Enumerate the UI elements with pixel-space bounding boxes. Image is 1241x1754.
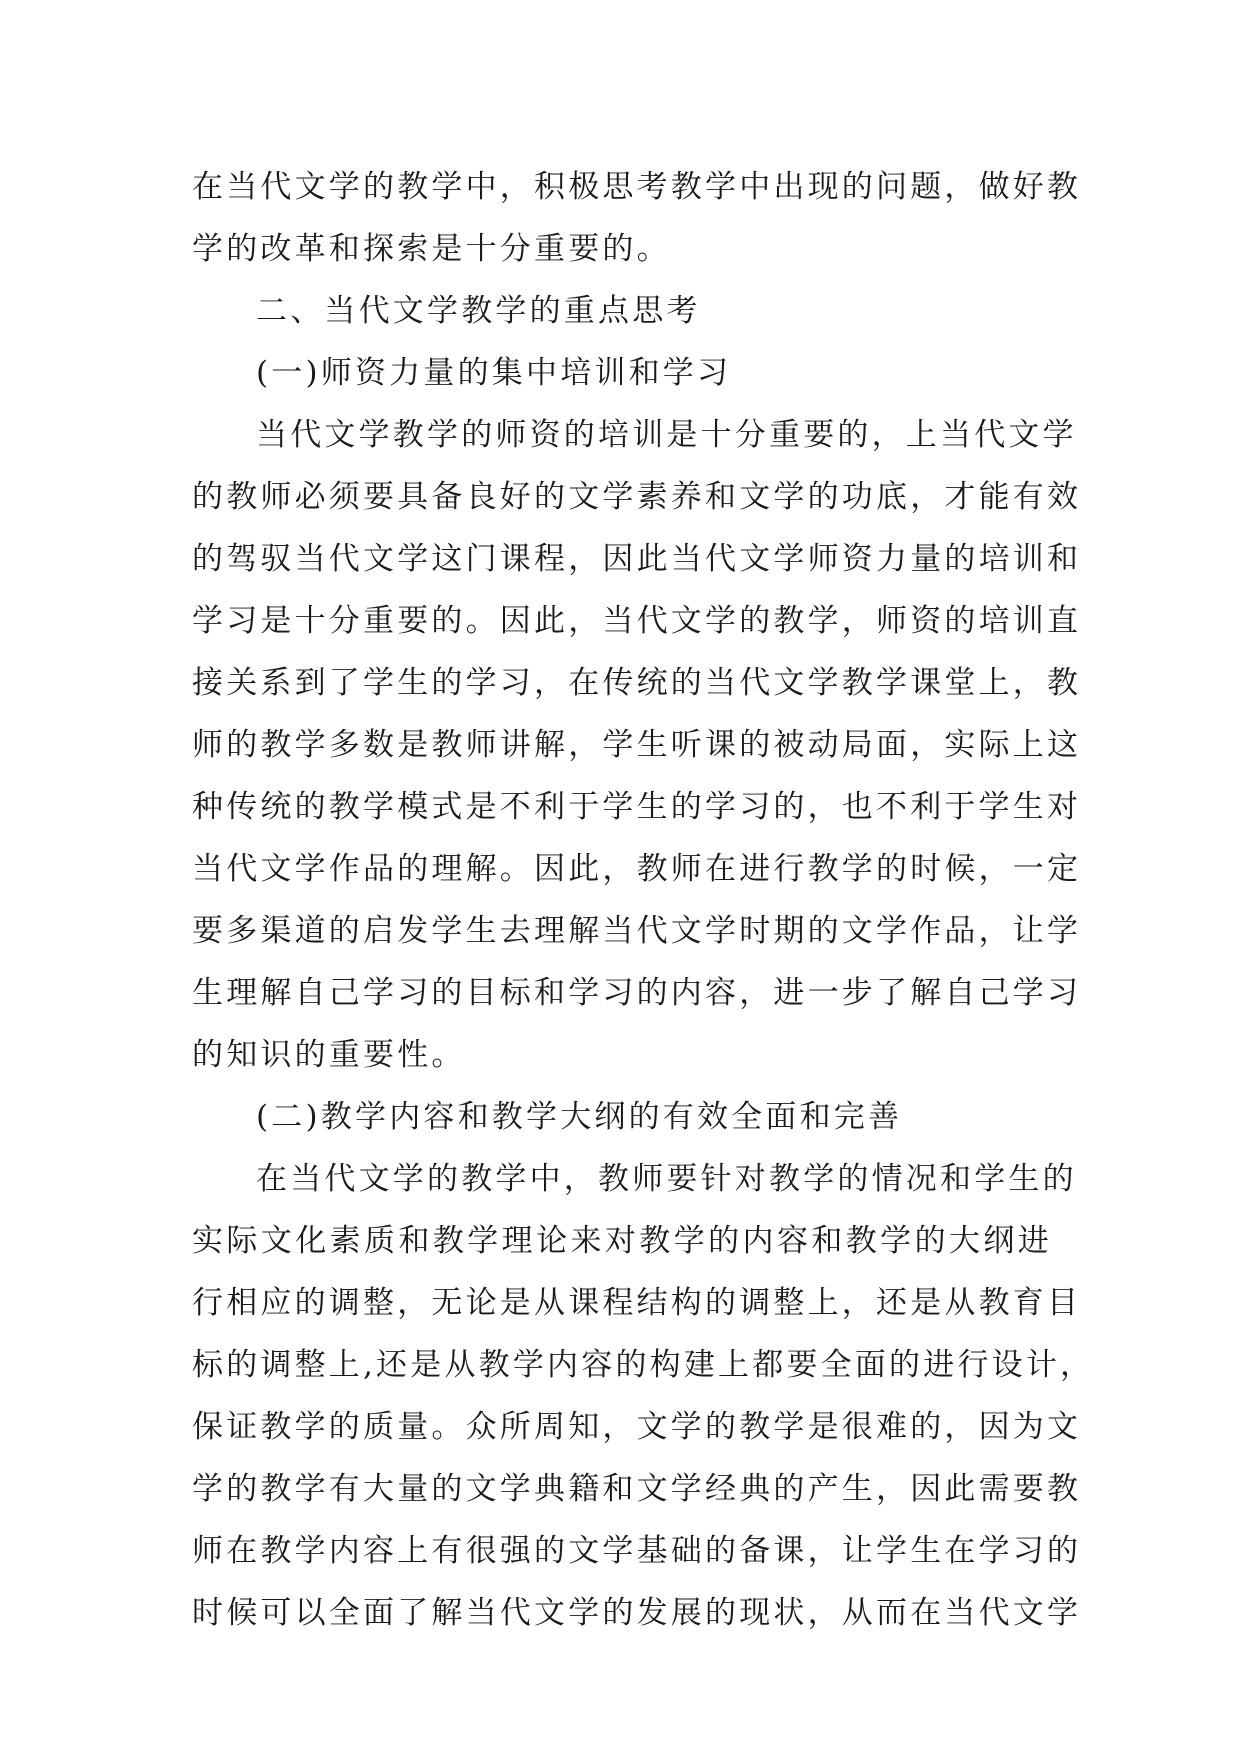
text-line-13: 要多渠道的启发学生去理解当代文学时期的文学作品，让学	[192, 913, 1082, 949]
text-line-23: 师在教学内容上有很强的文学基础的备课，让学生在学习的	[192, 1533, 1082, 1569]
text-line-12: 当代文学作品的理解。因此，教师在进行教学的时候，一定	[192, 851, 1082, 887]
subsection-heading-1: (一)师资力量的集中培训和学习	[256, 355, 732, 391]
section-heading-2: 二、当代文学教学的重点思考	[256, 293, 701, 329]
text-line-15: 的知识的重要性。	[192, 1037, 466, 1073]
text-line-9: 接关系到了学生的学习，在传统的当代文学教学课堂上，教	[192, 665, 1082, 701]
text-line-22: 学的教学有大量的文学典籍和文学经典的产生，因此需要教	[192, 1471, 1082, 1507]
text-line-17: 在当代文学的教学中，教师要针对教学的情况和学生的	[256, 1161, 1077, 1197]
text-line-18: 实际文化素质和教学理论来对教学的内容和教学的大纲进	[192, 1223, 1052, 1259]
text-line-10: 师的教学多数是教师讲解，学生听课的被动局面，实际上这	[192, 727, 1082, 763]
body-text	[192, 156, 1095, 1644]
text-line-11: 种传统的教学模式是不利于学生的学习的，也不利于学生对	[192, 789, 1082, 825]
text-line-20: 标的调整上,还是从教学内容的构建上都要全面的进行设计，	[192, 1347, 1095, 1383]
text-line-1: 在当代文学的教学中，积极思考教学中出现的问题，做好教	[192, 169, 1082, 205]
text-line-6: 的教师必须要具备良好的文学素养和文学的功底，才能有效	[192, 479, 1082, 515]
text-line-7: 的驾驭当代文学这门课程，因此当代文学师资力量的培训和	[192, 541, 1082, 577]
text-line-8: 学习是十分重要的。因此，当代文学的教学，师资的培训直	[192, 603, 1082, 639]
subsection-heading-2: (二)教学内容和教学大纲的有效全面和完善	[256, 1099, 903, 1135]
text-line-24: 时候可以全面了解当代文学的发展的现状，从而在当代文学	[192, 1595, 1082, 1631]
text-line-19: 行相应的调整，无论是从课程结构的调整上，还是从教育目	[192, 1285, 1082, 1321]
text-line-21: 保证教学的质量。众所周知，文学的教学是很难的，因为文	[192, 1409, 1082, 1445]
text-line-2: 学的改革和探索是十分重要的。	[192, 231, 671, 267]
text-line-14: 生理解自己学习的目标和学习的内容，进一步了解自己学习	[192, 975, 1082, 1011]
text-line-5: 当代文学教学的师资的培训是十分重要的，上当代文学	[256, 417, 1077, 453]
